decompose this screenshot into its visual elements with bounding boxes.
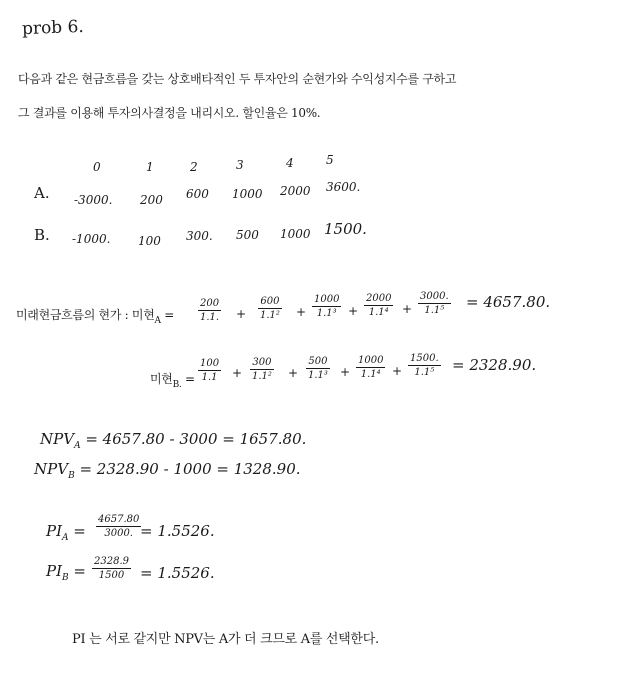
plus-sign: + <box>296 305 307 319</box>
npv-a-label: NPV <box>40 430 75 448</box>
npv-b-label: NPV <box>34 460 69 478</box>
pv-a-num-3: 1000 <box>314 294 340 305</box>
pi-b-num: 2328.9 <box>94 556 129 567</box>
cell-a-1: 200 <box>140 193 163 207</box>
row-label-b: B. <box>34 226 50 244</box>
cell-b-2: 300. <box>186 229 213 243</box>
cell-b-0: -1000. <box>72 232 111 246</box>
pv-b-term-3 <box>306 356 330 381</box>
plus-sign: + <box>232 366 243 380</box>
npv-b-sub: B <box>68 471 75 481</box>
page-title: prob 6. <box>21 16 85 40</box>
npv-b-expr: = 2328.90 - 1000 = 1328.90. <box>79 460 301 478</box>
pv-b-label <box>150 370 195 390</box>
pi-b-label: $PI_B$ = <box>46 562 86 583</box>
cell-a-3: 1000 <box>232 187 263 201</box>
pv-b-den-2: 1.1² <box>252 371 272 382</box>
pv-a-term-3 <box>312 294 341 319</box>
pi-a-den: 3000. <box>104 528 133 539</box>
pv-b-term-2 <box>250 357 274 382</box>
plus-sign: + <box>348 304 359 318</box>
pv-a-den-1: 1.1. <box>200 312 220 323</box>
pv-b-num-2: 300 <box>252 357 272 368</box>
pi-b-result: = 1.5526. <box>140 564 215 582</box>
cell-a-0: -3000. <box>74 193 113 207</box>
pv-a-den-3: 1.1³ <box>316 308 337 319</box>
pv-a-num-1: 200 <box>200 298 220 309</box>
pv-a-num-2: 600 <box>260 296 280 307</box>
pi-a-result: = 1.5526. <box>140 522 215 540</box>
pv-a-num-5: 3000. <box>420 291 449 302</box>
conclusion: PI 는 서로 같지만 NPV는 A가 더 크므로 A를 선택한다. <box>72 632 379 647</box>
pv-a-term-1 <box>198 298 221 323</box>
pv-label <box>16 306 174 326</box>
year-header-1: 1 <box>146 160 154 174</box>
plus-sign: + <box>236 307 247 321</box>
pv-sub-a: A <box>154 316 161 326</box>
row-label-a: A. <box>34 184 50 202</box>
pv-a-den-2: 1.1² <box>260 310 280 321</box>
year-header-0: 0 <box>93 160 101 174</box>
pv-b-num-5: 1500. <box>410 353 439 364</box>
pv-sub-b: B. <box>172 380 182 390</box>
pv-a-term-5 <box>418 291 451 316</box>
pi-b-label-text: PI <box>46 562 63 580</box>
cell-b-5: 1500. <box>324 220 367 238</box>
pi-b-fraction <box>92 556 131 581</box>
cell-b-1: 100 <box>138 234 161 248</box>
pv-b-term-4 <box>356 355 385 380</box>
pv-b-term-1 <box>198 358 221 383</box>
pv-b-num-1: 100 <box>200 358 220 369</box>
plus-sign: + <box>340 365 351 379</box>
pv-a-term-2 <box>258 296 282 321</box>
pv-eq-b: = <box>184 372 195 386</box>
pi-b-sub: B <box>62 573 69 583</box>
plus-sign: + <box>392 364 403 378</box>
pi-a-label: $PI_A$ = <box>46 522 86 543</box>
pv-b-num-4: 1000 <box>358 355 384 366</box>
cell-b-4: 1000 <box>280 227 311 241</box>
cell-a-5: 3600. <box>326 180 361 194</box>
pv-b-term-5 <box>408 353 441 378</box>
plus-sign: + <box>288 366 299 380</box>
year-header-4: 4 <box>286 156 294 170</box>
npv-a-expr: = 4657.80 - 3000 = 1657.80. <box>85 430 307 448</box>
pv-b-den-1: 1.1 <box>201 372 218 383</box>
pv-a-term-4 <box>364 293 393 318</box>
pv-b-den-3: 1.1³ <box>308 370 328 381</box>
npv-a-sub: A <box>74 441 81 451</box>
pv-a-result: = 4657.80. <box>466 293 551 311</box>
pi-a-label-text: PI <box>46 522 63 540</box>
pi-a-num: 4657.80 <box>98 514 140 525</box>
npv-b-line <box>34 460 301 481</box>
pv-a-den-5: 1.1⁵ <box>424 305 445 316</box>
pv-b-num-3: 500 <box>308 356 328 367</box>
pv-b-den-5: 1.1⁵ <box>414 367 435 378</box>
cell-a-4: 2000 <box>280 184 311 198</box>
pv-b-den-4: 1.1⁴ <box>360 369 381 380</box>
plus-sign: + <box>402 302 413 316</box>
year-header-2: 2 <box>190 160 198 174</box>
pv-eq-a: = <box>164 308 174 322</box>
pv-b-result: = 2328.90. <box>452 356 537 374</box>
pv-label-text: 미래현금흐름의 현가 : 미현 <box>16 308 155 322</box>
problem-line-1: 다음과 같은 현금흐름을 갖는 상호배타적인 두 투자안의 순현가와 수익성지수를 구하고 <box>18 72 457 86</box>
pi-a-sub: A <box>62 533 69 543</box>
npv-a-line <box>40 430 306 451</box>
pv-a-num-4: 2000 <box>366 293 392 304</box>
year-header-5: 5 <box>326 153 334 167</box>
year-header-3: 3 <box>236 158 244 172</box>
pv-b-label-text: 미현 <box>150 372 173 386</box>
pi-a-fraction <box>96 514 141 539</box>
problem-line-2: 그 결과를 이용해 투자의사결정을 내리시오. 할인율은 10%. <box>18 106 321 120</box>
pv-a-den-4: 1.1⁴ <box>368 307 389 318</box>
pi-b-den: 1500 <box>98 570 125 581</box>
cell-a-2: 600 <box>186 187 209 201</box>
cell-b-3: 500 <box>236 228 259 242</box>
